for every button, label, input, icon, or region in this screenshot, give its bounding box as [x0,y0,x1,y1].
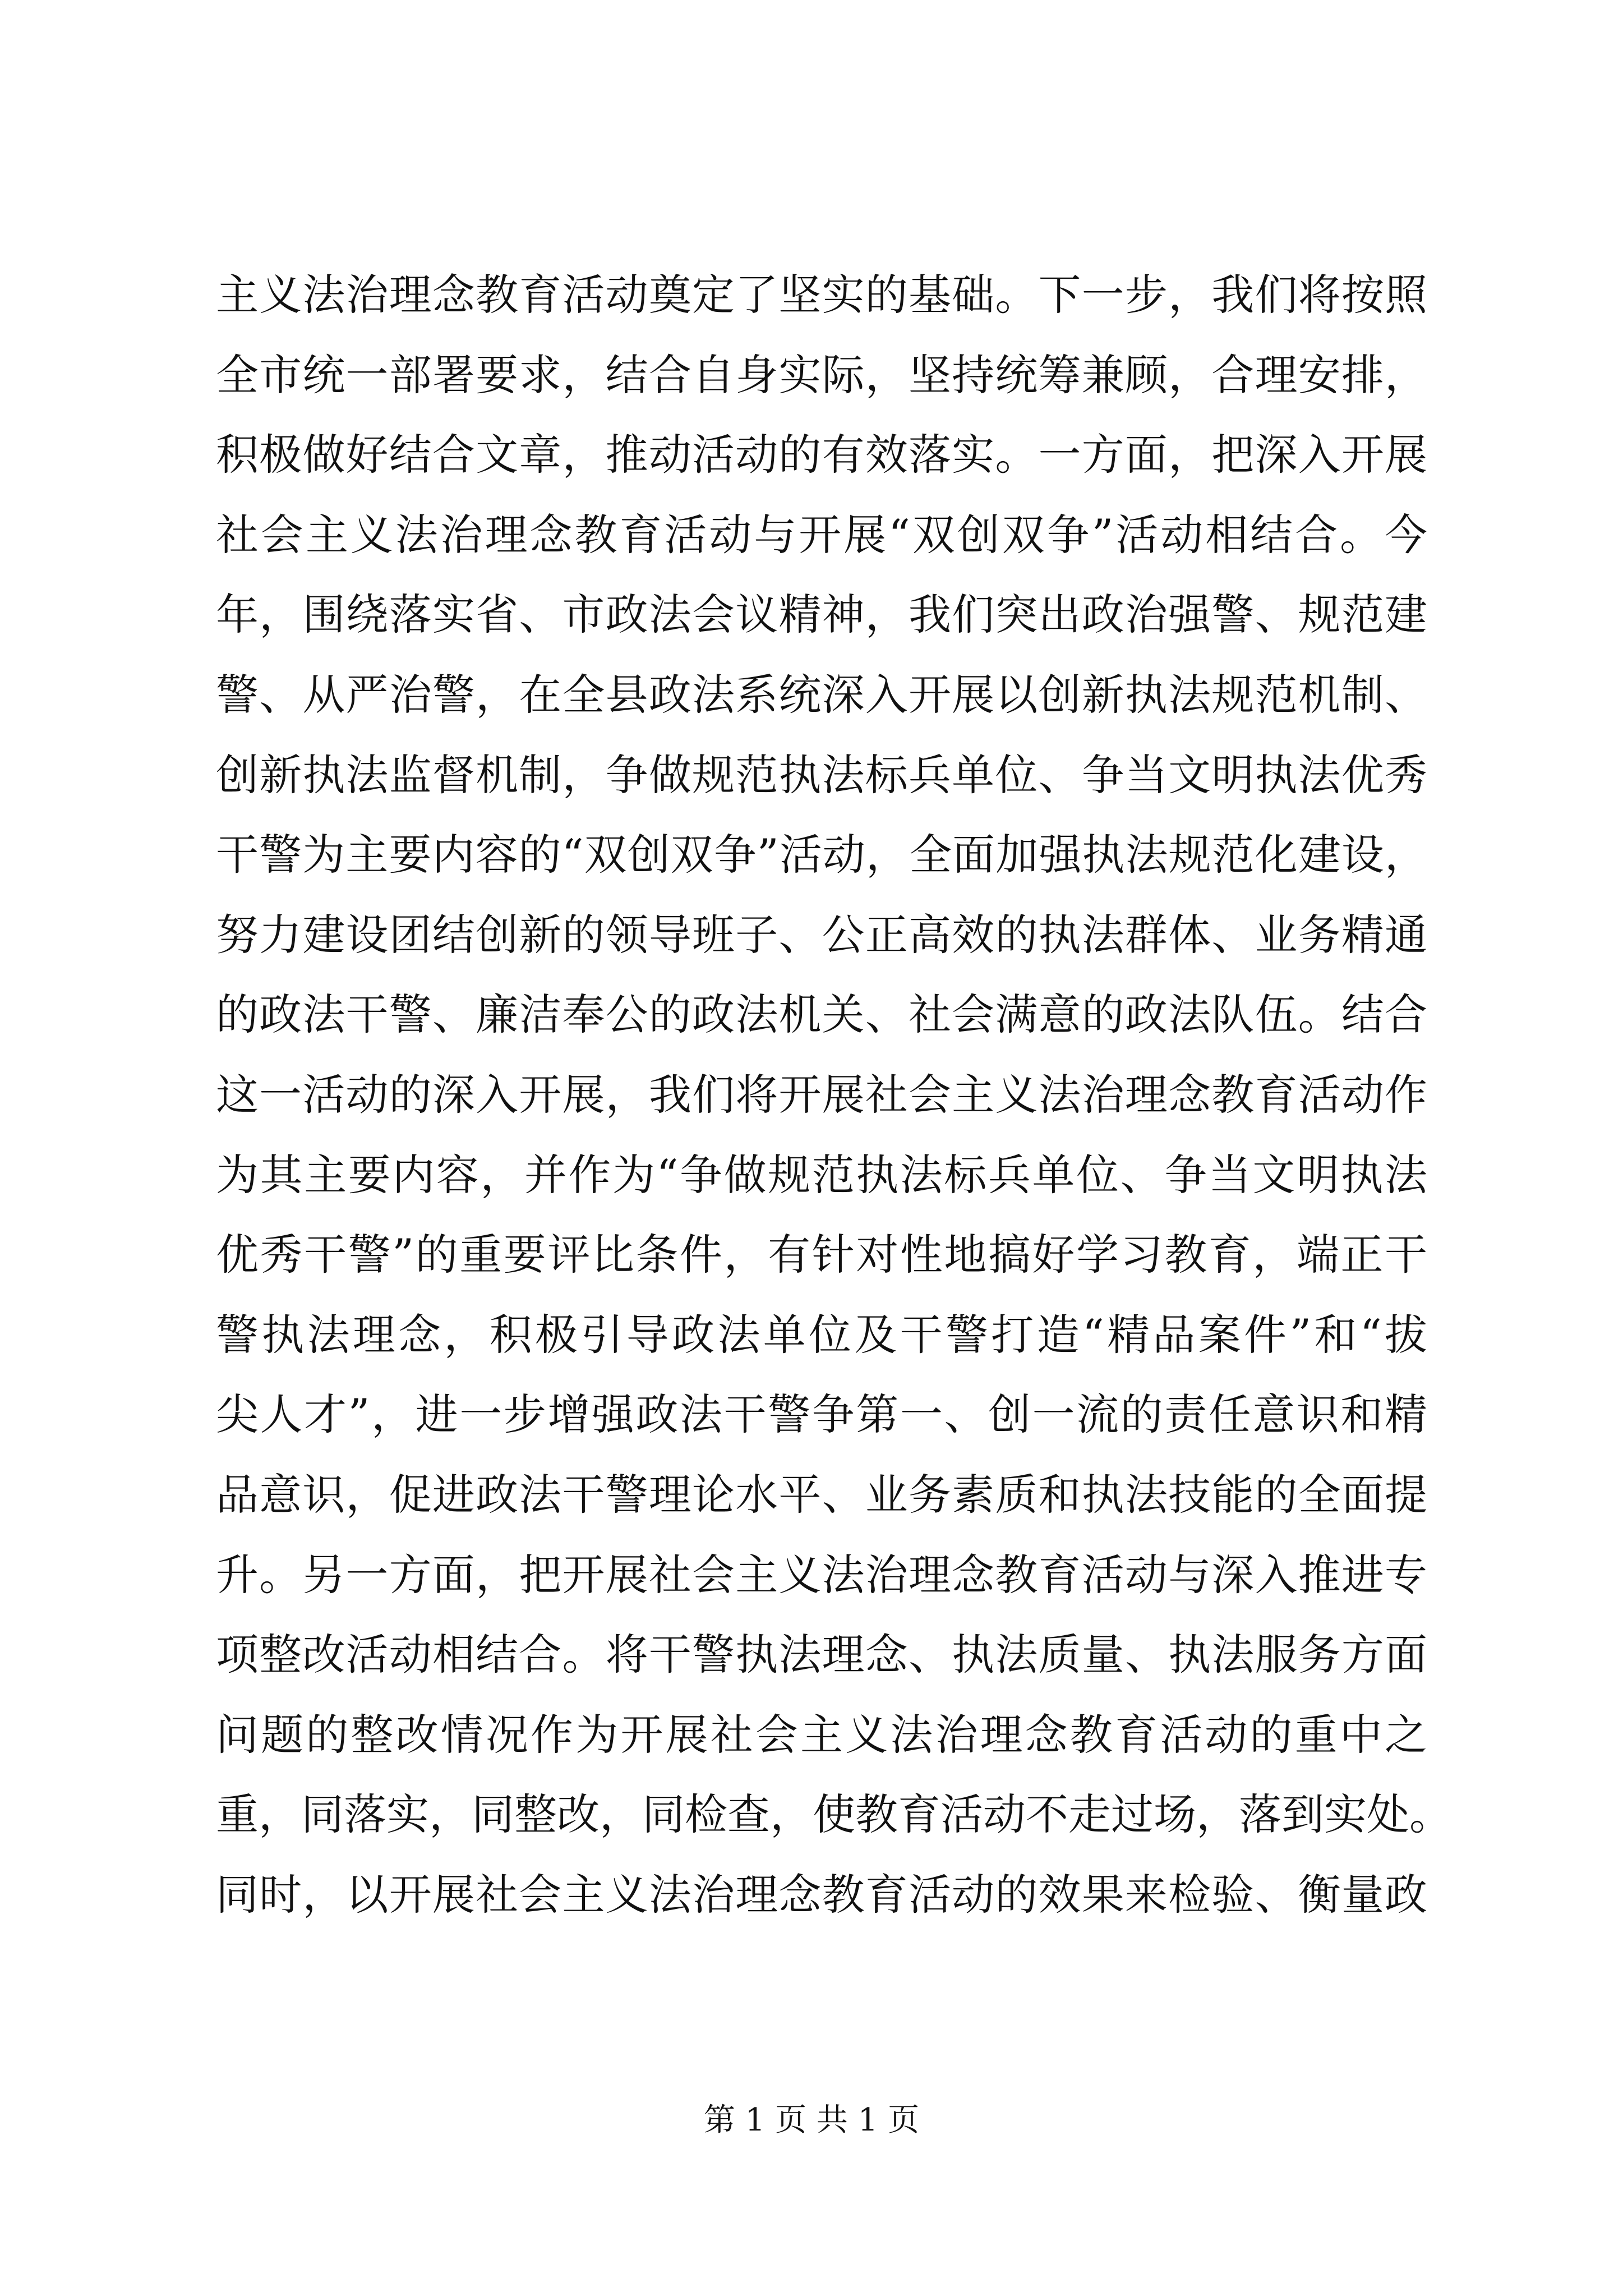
text-line: 优秀干警”的重要评比条件，有针对性地搞好学习教育，端正干 [216,1230,1427,1280]
text-line: 全市统一部署要求，结合自身实际，坚持统筹兼顾，合理安排， [216,349,1427,400]
page-footer: 第 1 页 共 1 页 [703,2102,920,2138]
body-text [216,255,1452,1935]
text-line: 为其主要内容，并作为“争做规范执法标兵单位、争当文明执法 [216,1149,1427,1200]
text-line: 品意识，促进政法干警理论水平、业务素质和执法技能的全面提 [216,1469,1427,1520]
text-line: 主义法治理念教育活动奠定了坚实的基础。下一步，我们将按照 [216,270,1427,320]
text-line: 问题的整改情况作为开展社会主义法治理念教育活动的重中之 [216,1709,1427,1760]
text-line: 同时，以开展社会主义法治理念教育活动的效果来检验、衡量政 [216,1869,1427,1920]
text-line: 警、从严治警，在全县政法系统深入开展以创新执法规范机制、 [216,669,1427,720]
text-line: 重，同落实，同整改，同检查，使教育活动不走过场，落到实处。 [216,1789,1452,1840]
text-line: 努力建设团结创新的领导班子、公正高效的执法群体、业务精通 [216,909,1427,960]
text-line: 年，围绕落实省、市政法会议精神，我们突出政治强警、规范建 [216,590,1427,640]
text-line: 创新执法监督机制，争做规范执法标兵单位、争当文明执法优秀 [216,749,1427,800]
text-line: 这一活动的深入开展，我们将开展社会主义法治理念教育活动作 [216,1069,1427,1120]
text-line: 升。另一方面，把开展社会主义法治理念教育活动与深入推进专 [216,1549,1427,1600]
text-line: 尖人才”，进一步增强政法干警争第一、创一流的责任意识和精 [216,1389,1427,1440]
text-line: 项整改活动相结合。将干警执法理念、执法质量、执法服务方面 [216,1630,1427,1680]
text-line: 干警为主要内容的“双创双争”活动，全面加强执法规范化建设， [216,830,1427,880]
text-line: 社会主义法治理念教育活动与开展“双创双争”活动相结合。今 [216,509,1427,560]
text-line: 积极做好结合文章，推动活动的有效落实。一方面，把深入开展 [216,430,1427,480]
text-line: 警执法理念，积极引导政法单位及干警打造“精品案件”和“拔 [216,1309,1427,1360]
text-line: 的政法干警、廉洁奉公的政法机关、社会满意的政法队伍。结合 [216,990,1427,1040]
